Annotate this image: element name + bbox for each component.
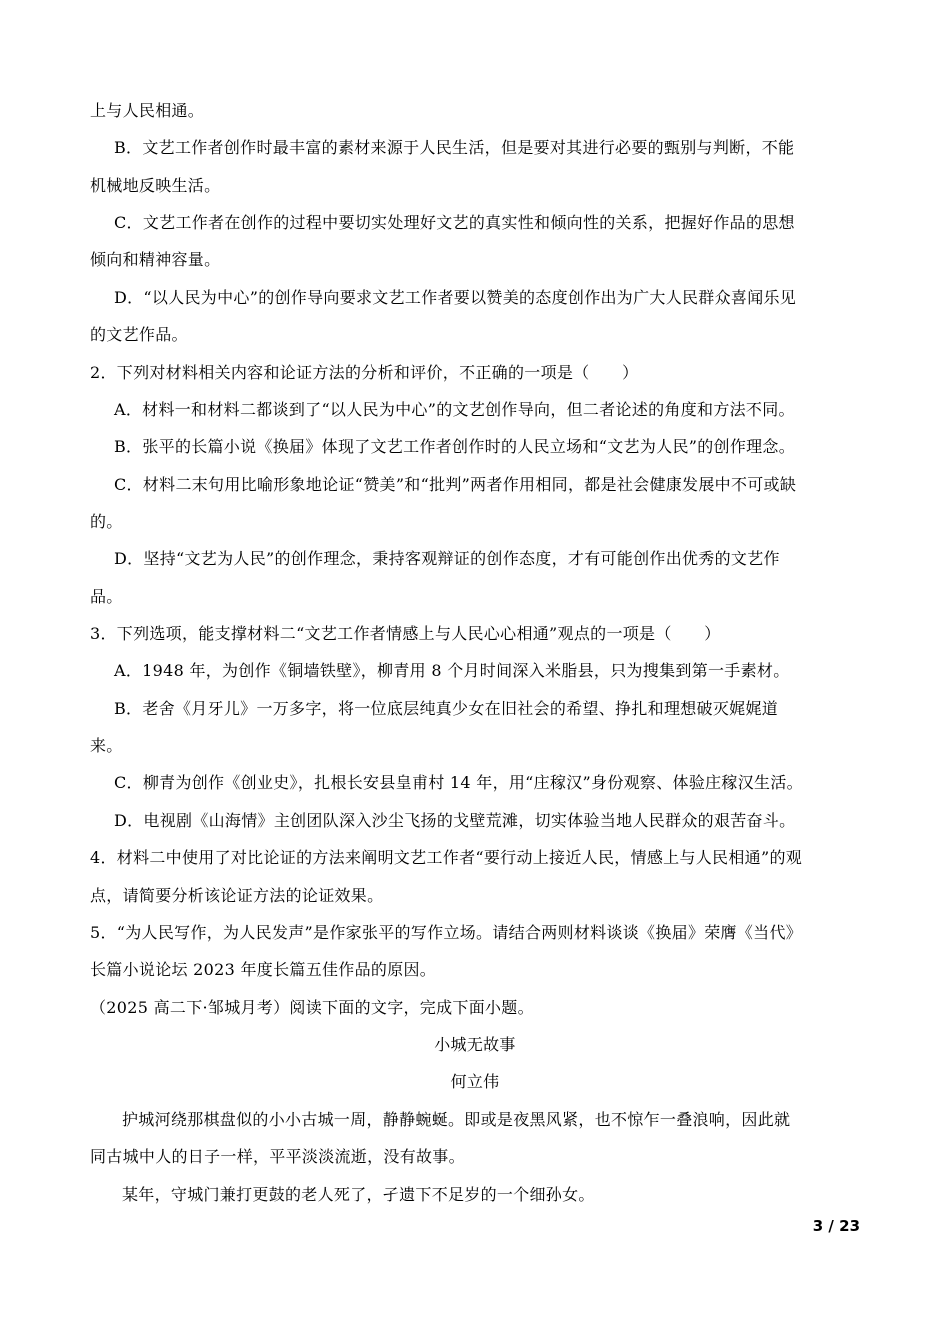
q2-option-d: D．坚持“文艺为人民”的创作理念，秉持客观辩证的创作态度，才有可能创作出优秀的文艺作 [114, 549, 780, 568]
story-paragraph-1: 护城河绕那棋盘似的小小古城一周，静静蜿蜒。即或是夜黑风紧，也不惊乍一叠浪响，因此就 [122, 1110, 791, 1129]
question-5-continuation: 长篇小说论坛 2023 年度长篇五佳作品的原因。 [90, 960, 437, 979]
option-a-continuation: 上与人民相通。 [90, 101, 205, 120]
q3-option-a: A．1948 年，为创作《铜墙铁壁》，柳青用 8 个月时间深入米脂县，只为搜集到第一手素材。 [114, 661, 790, 680]
question-2: 2．下列对材料相关内容和论证方法的分析和评价，不正确的一项是（ ） [90, 363, 639, 382]
q1-option-b-continuation: 机械地反映生活。 [90, 176, 221, 195]
q1-option-d: D．“以人民为中心”的创作导向要求文艺工作者要以赞美的态度创作出为广大人民群众喜闻乐见 [114, 288, 797, 307]
q1-option-d-continuation: 的文艺作品。 [90, 325, 188, 344]
question-5: 5．“为人民写作，为人民发声”是作家张平的写作立场。请结合两则材料谈谈《换届》荣膺《当代》 [90, 923, 803, 942]
q1-option-c-continuation: 倾向和精神容量。 [90, 250, 221, 269]
question-3: 3．下列选项，能支撑材料二“文艺工作者情感上与人民心心相通”观点的一项是（ ） [90, 624, 721, 643]
q3-option-b: B．老舍《月牙儿》一万多字，将一位底层纯真少女在旧社会的希望、挣扎和理想破灭娓娓道 [114, 699, 779, 718]
q2-option-c-continuation: 的。 [90, 512, 123, 531]
story-paragraph-1-continuation: 同古城中人的日子一样，平平淡淡流逝，没有故事。 [90, 1147, 465, 1166]
q3-option-c: C．柳青为创作《创业史》，扎根长安县皇甫村 14 年，用“庄稼汉”身份观察、体验庄稼汉生活。 [114, 773, 803, 792]
q2-option-b: B．张平的长篇小说《换届》体现了文艺工作者创作时的人民立场和“文艺为人民”的创作理念。 [114, 437, 796, 456]
reading-instruction: （2025 高二下·邹城月考）阅读下面的文字，完成下面小题。 [90, 998, 534, 1017]
q3-option-d: D．电视剧《山海情》主创团队深入沙尘飞扬的戈壁荒滩，切实体验当地人民群众的艰苦奋斗。 [114, 811, 796, 830]
q1-option-b: B．文艺工作者创作时最丰富的素材来源于人民生活，但是要对其进行必要的甄别与判断，不能 [114, 138, 795, 157]
q2-option-d-continuation: 品。 [90, 587, 123, 606]
question-4: 4．材料二中使用了对比论证的方法来阐明文艺工作者“要行动上接近人民，情感上与人民相通”的观 [90, 848, 803, 867]
story-author: 何立伟 [450, 1072, 500, 1091]
q2-option-a: A．材料一和材料二都谈到了“以人民为中心”的文艺创作导向，但二者论述的角度和方法不同。 [114, 400, 795, 419]
story-title: 小城无故事 [434, 1035, 516, 1054]
q2-option-c: C．材料二末句用比喻形象地论证“赞美”和“批判”两者作用相同，都是社会健康发展中不可或缺 [114, 475, 797, 494]
story-paragraph-2: 某年，守城门兼打更鼓的老人死了，孑遗下不足岁的一个细孙女。 [122, 1185, 595, 1204]
q1-option-c: C．文艺工作者在创作的过程中要切实处理好文艺的真实性和倾向性的关系，把握好作品的思想 [114, 213, 795, 232]
question-4-continuation: 点，请简要分析该论证方法的论证效果。 [90, 886, 384, 905]
q3-option-b-continuation: 来。 [90, 736, 123, 755]
page-number: 3 / 23 [812, 1217, 860, 1235]
